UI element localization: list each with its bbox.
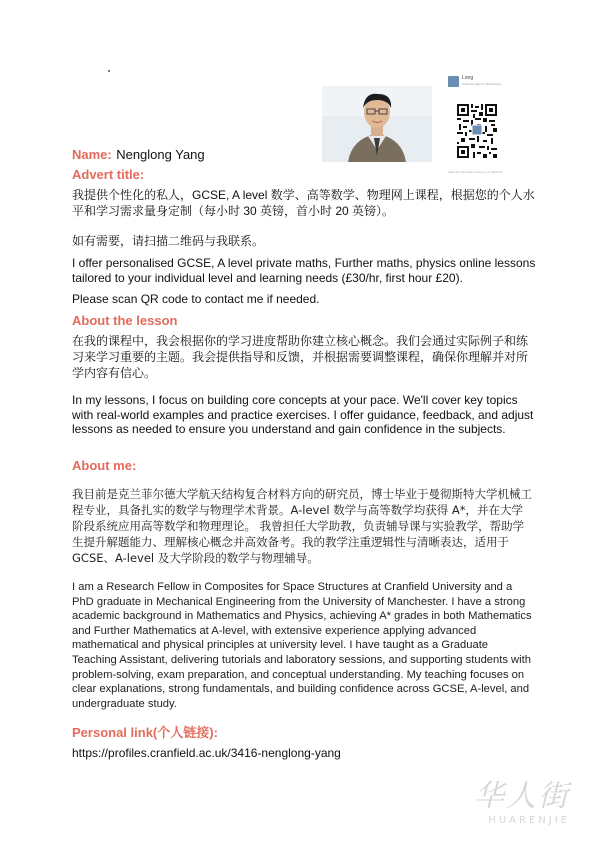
site-watermark (474, 771, 570, 826)
lesson-label: About the lesson (72, 313, 178, 328)
about-cn: 我目前是克兰菲尔德大学航天结构复合材料方向的研究员，博士毕业于曼彻斯特大学机械工程专业，具备扎实的数学与物理学术背景。A-level 数学与高等数学均获得 A*，并在大学阶段系统应用高等数学和物理理论。 我曾担任大学助教，负责辅导课与实验教学，帮助学生提升解题能力、理解核心概念并高效备考。我的教学注重逻辑性与清晰表达，适用于 GCSE、A-level 及大学阶段的数学与物理辅导。 (72, 487, 532, 565)
link-label: Personal link(个人链接): (72, 725, 218, 740)
qr-profile-name: Long (462, 75, 474, 81)
advert-cn-intro: 我提供个性化的私人，GCSE, A level 数学、高等数学、物理网上课程，根据您的个人水平和学习需求量身定制（每小时 30 英镑，首小时 20 英镑）。 (72, 188, 535, 218)
advert-en-intro: I offer personalised GCSE, A level private maths, Further maths, physics online lessons tailored to your individual level and learning needs (£30/hr, first hour £20). (72, 256, 536, 285)
avatar (448, 76, 459, 87)
advert-en-contact: Please scan QR code to contact me if needed. (72, 292, 320, 306)
advert-title-label: Advert title: (72, 167, 145, 182)
profile-link[interactable]: https://profiles.cranfield.ac.uk/3416-nenglong-yang (72, 746, 341, 760)
lesson-en: In my lessons, I focus on building core concepts at your pace. We'll cover key topics with real-world examples and practice exercises. I offer guidance, feedback, and adjust lessons as needed to ensure you understand and gain confidence in the subjects. (72, 393, 534, 436)
about-label: About me: (72, 458, 137, 473)
watermark-en: HUARENJIE (488, 815, 570, 826)
qr-caption: Scan the QR code to add me on WeChat (448, 170, 503, 174)
advert-cn-contact: 如有需要，请扫描二维码与我联系。 (72, 234, 265, 248)
lesson-cn: 在我的课程中，我会根据你的学习进度帮助你建立核心概念。我们会通过实际例子和练习来学习重要的主题。我会提供指导和反馈，并根据需要调整课程，确保你理解并对所学内容有信心。 (72, 334, 529, 380)
name-row (72, 146, 205, 164)
name-value: Nenglong Yang (116, 147, 205, 162)
profile-photo (322, 86, 432, 162)
qr-code-icon (457, 104, 497, 158)
watermark-cn: 华人街 (474, 779, 570, 814)
about-en: I am a Research Fellow in Composites for Space Structures at Cranfield University and a PhD graduate in Mechanical Engineering from the University of Manchester. I have a strong academic background in Mathematics and Physics, achieving A* grades in both Mathematics and Further Mathematics at A-level, with extensive experience applying advanced mathematical and physical principles at university level. I have taught as a Graduate Teaching Assistant, delivering tutorials and laboratory sessions, and supporting students with problem-solving, exam preparation, and conceptual understanding. My teaching focuses on clear explanations, strong fundamentals, and building confidence across GCSE, A-level, and undergraduate study. (72, 581, 532, 710)
name-label: Name: (72, 147, 112, 162)
stray-dot (108, 70, 110, 72)
qr-profile-location: United Kingdom / Manchester (462, 82, 502, 86)
wechat-qr-card[interactable] (448, 76, 508, 176)
